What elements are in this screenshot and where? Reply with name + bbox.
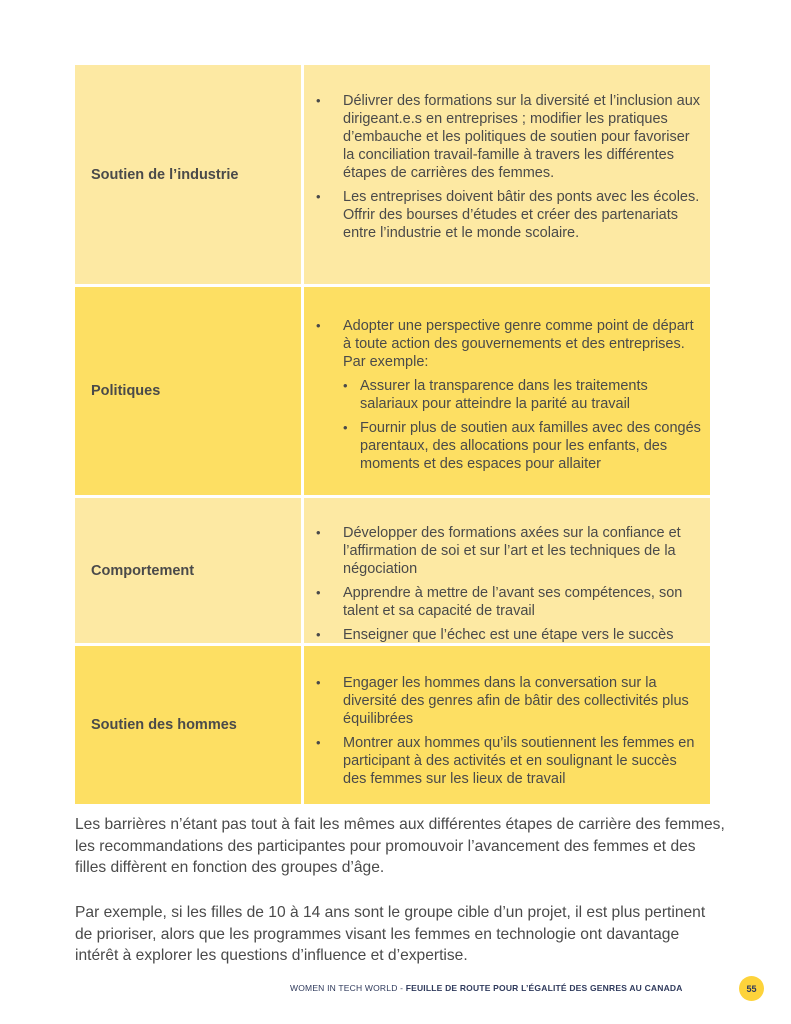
bullet-list — [316, 524, 704, 644]
bullet-icon: • — [316, 189, 321, 204]
bullet-icon: • — [316, 627, 321, 642]
row-label: Soutien des hommes — [75, 646, 301, 804]
page-footer — [290, 983, 683, 993]
bullet-icon: • — [316, 675, 321, 690]
table-row — [75, 65, 710, 284]
bullet-item: • Apprendre à mettre de l’avant ses compétences, son talent et sa capacité de travail — [316, 585, 683, 619]
bullet-item: • Adopter une perspective genre comme point de départ à toute action des gouvernements et des entreprises. Par exemple: • Assurer la transparence dans les traitements salariaux pour atteindre la parité au travail • Fournir plus de soutien aux familles avec des congés parentaux, des allocations pour les enfants, des moments et des espaces pour allaiter — [316, 317, 704, 473]
bullet-item: • Les entreprises doivent bâtir des ponts avec les écoles. Offrir des bourses d’études et créer des partenariats entre l’industrie et le monde scolaire. — [316, 189, 700, 241]
bullet-list — [316, 317, 704, 473]
footer-publication: WOMEN IN TECH WORLD - — [290, 983, 406, 993]
body-paragraph: Les barrières n’étant pas tout à fait les mêmes aux différentes étapes de carrière des femmes, les recommandations des participantes pour promouvoir l’avancement des femmes et des filles diffèrent en fonction des groupes d’âge. — [75, 816, 725, 876]
bullet-item: • Développer des formations axées sur la confiance et l’affirmation de soi et sur l’art et les techniques de la négociation — [316, 525, 681, 577]
row-content — [304, 646, 710, 804]
bullet-icon: • — [316, 585, 321, 600]
table-row — [75, 287, 710, 495]
row-content — [304, 287, 710, 495]
bullet-icon: • — [316, 318, 321, 333]
row-label: Politiques — [75, 287, 301, 495]
bullet-list — [316, 674, 704, 788]
bullet-item: • Montrer aux hommes qu’ils soutiennent les femmes en participant à des activités et en soulignant le succès des femmes sur les lieux de travail — [316, 735, 695, 787]
footer-title: FEUILLE DE ROUTE POUR L’ÉGALITÉ DES GENRES AU CANADA — [405, 983, 683, 993]
body-paragraph: Par exemple, si les filles de 10 à 14 ans sont le groupe cible d’un projet, il est plus pertinent de prioriser, alors que les programmes visant les femmes en technologie ont davantage intérêt à explorer les questions d’influence et d’expertise. — [75, 904, 706, 964]
bullet-icon: • — [343, 378, 348, 393]
bullet-item: • Engager les hommes dans la conversation sur la diversité des genres afin de bâtir des collectivités plus équilibrées — [316, 675, 689, 727]
bullet-icon: • — [343, 420, 348, 435]
bullet-icon: • — [316, 525, 321, 540]
row-label: Soutien de l’industrie — [75, 65, 301, 284]
sub-bullet-list — [343, 377, 704, 473]
row-label: Comportement — [75, 498, 301, 643]
bullet-item: • Délivrer des formations sur la diversité et l’inclusion aux dirigeant.e.s en entreprises ; modifier les pratiques d’embauche et les politiques de soutien pour favoriser la conciliation travail-famille à travers les différentes étapes de carrières des femmes. — [316, 93, 701, 181]
bullet-item: • Enseigner que l’échec est une étape vers le succès — [316, 627, 674, 643]
row-content — [304, 498, 710, 643]
bullet-list — [316, 92, 704, 242]
table-row — [75, 646, 710, 804]
bullet-icon: • — [316, 93, 321, 108]
page-number-badge: 55 — [739, 976, 764, 1001]
sub-bullet-item: • Assurer la transparence dans les traitements salariaux pour atteindre la parité au travail — [343, 378, 648, 412]
bullet-icon: • — [316, 735, 321, 750]
recommendations-table — [75, 65, 710, 807]
sub-bullet-item: • Fournir plus de soutien aux familles avec des congés parentaux, des allocations pour les enfants, des moments et des espaces pour allaiter — [343, 420, 701, 472]
row-content — [304, 65, 710, 284]
table-row — [75, 498, 710, 643]
